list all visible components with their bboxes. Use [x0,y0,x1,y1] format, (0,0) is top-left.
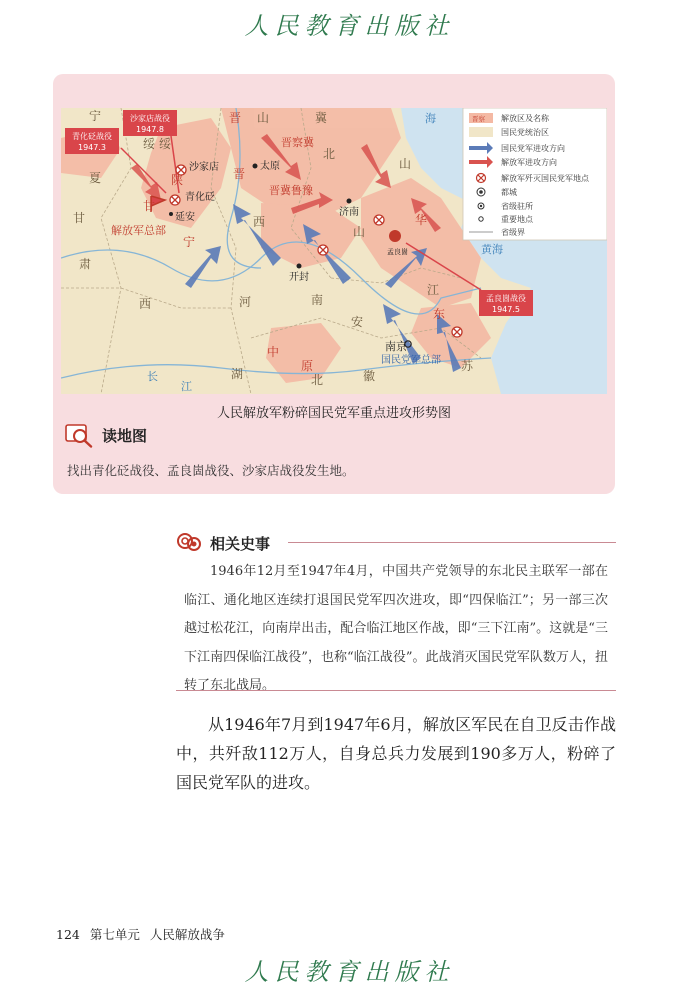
svg-text:北: 北 [323,147,336,161]
divider-bottom [176,690,616,691]
historical-map [61,108,607,394]
map-caption: 人民解放军粉碎国民党军重点进攻形势图 [216,406,451,421]
callout-menglianggu [479,290,533,316]
callout-shajiadian-date: 1947.8 [136,125,164,134]
svg-text:中: 中 [267,345,280,359]
svg-text:绥: 绥 [159,137,172,151]
svg-text:重要地点: 重要地点 [501,215,533,224]
svg-text:北: 北 [311,373,324,387]
svg-text:西: 西 [253,215,266,229]
callout-shajiadian [123,110,177,136]
svg-text:南: 南 [311,293,324,307]
label-jinan: 济南 [339,207,359,218]
menglianggu-marker [389,230,401,242]
label-yanan: 延安 [175,212,195,223]
svg-text:晋冀鲁豫: 晋冀鲁豫 [269,184,313,197]
svg-text:解放军歼灭国民党军地点: 解放军歼灭国民党军地点 [501,174,589,183]
svg-text:湖: 湖 [231,367,244,381]
svg-text:甘: 甘 [143,199,156,213]
svg-text:冀: 冀 [315,111,328,125]
svg-text:肃: 肃 [79,257,92,271]
svg-text:黄海: 黄海 [481,243,503,256]
related-history-text: 1946年12月至1947年4月，中国共产党领导的东北民主联军一部在临江、通化地区连续打退国民党军四次进攻，即“四保临江”；另一部三次越过松花江，向南岸出击，配合临江地区作战，即“三下江南”。这就是“三下江南四保临江战役”，也称“临江战役”。此战消灭国民党军队数万人，扭转了东北战局。 [184,564,608,693]
svg-text:宁: 宁 [89,109,102,123]
svg-text:省级驻所: 省级驻所 [501,202,533,211]
divider-top [288,542,616,543]
svg-text:徽: 徽 [363,369,376,383]
svg-text:山: 山 [353,225,366,239]
svg-text:解放区及名称: 解放区及名称 [501,114,549,123]
unit-title: 人民解放战争 [149,927,225,942]
svg-text:国民党军进攻方向: 国民党军进攻方向 [501,144,565,153]
label-kmt-hq: 国民党军总部 [381,355,441,366]
map-figure-box [53,74,615,494]
annihilation-symbol-icon [477,174,486,183]
map-svg [61,108,607,394]
publisher-logo-bottom: 人民教育出版社 [244,958,455,986]
read-map-prompt: 找出青化砭战役、孟良崮战役、沙家店战役发生地。 [67,463,355,478]
callout-qinghuabian-name: 青化砭战役 [72,132,112,141]
svg-text:陕: 陕 [171,173,184,187]
page-footer [56,925,231,943]
label-kaifeng: 开封 [289,272,309,283]
spiral-icon [176,528,202,554]
svg-text:原: 原 [301,359,314,373]
callout-menglianggu-name: 孟良崮战役 [486,294,526,303]
callout-shajiadian-name: 沙家店战役 [130,114,170,123]
svg-text:山: 山 [257,111,270,125]
svg-text:夏: 夏 [89,171,102,185]
svg-text:长: 长 [147,370,158,383]
svg-text:华: 华 [415,213,428,227]
svg-text:海: 海 [425,112,436,125]
callout-menglianggu-date: 1947.5 [492,305,520,314]
svg-text:苏: 苏 [461,359,474,373]
related-history-title: 相关史事 [210,535,271,553]
publisher-logo-top: 人民教育出版社 [244,12,455,40]
svg-text:国民党统治区: 国民党统治区 [501,128,549,137]
label-menglianggu: 孟良崮 [387,248,408,256]
related-history-section [176,528,616,692]
svg-text:西: 西 [139,297,152,311]
svg-text:东: 东 [433,307,446,321]
page-number: 124 [56,927,80,942]
svg-text:绥: 绥 [143,137,156,151]
callout-qinghuabian-date: 1947.3 [78,143,106,152]
svg-text:宁: 宁 [183,235,196,249]
svg-text:甘: 甘 [73,211,86,225]
label-pla-hq: 解放军总部 [111,224,166,237]
map-legend [463,108,607,240]
svg-text:省级界: 省级界 [501,228,525,237]
magnifier-map-icon [65,422,93,448]
svg-text:解放军进攻方向: 解放军进攻方向 [501,158,557,167]
label-nanjing: 南京 [385,340,407,353]
kmt-area-swatch-icon [469,127,493,137]
svg-text:晋察: 晋察 [472,115,485,123]
svg-text:晋: 晋 [233,167,246,181]
svg-text:安: 安 [351,315,364,329]
svg-text:江: 江 [427,283,440,297]
unit-label: 第七单元 [89,927,140,942]
svg-text:晋察冀: 晋察冀 [281,136,314,149]
svg-text:江: 江 [181,380,192,393]
svg-text:河: 河 [239,295,252,309]
svg-text:山: 山 [399,157,412,171]
main-paragraph: 从1946年7月到1947年6月，解放区军民在自卫反击作战中，共歼敌112万人，自身总兵力发展到190多万人，粉碎了国民党军队的进攻。 [176,715,616,792]
svg-text:晋: 晋 [229,111,242,125]
label-taiyuan: 太原 [260,161,280,172]
label-shajiadian: 沙家店 [189,162,219,173]
svg-text:都城: 都城 [501,188,517,197]
label-qinghuabian: 青化砭 [185,192,215,203]
callout-qinghuabian [65,128,119,154]
read-map-title: 读地图 [102,427,148,445]
